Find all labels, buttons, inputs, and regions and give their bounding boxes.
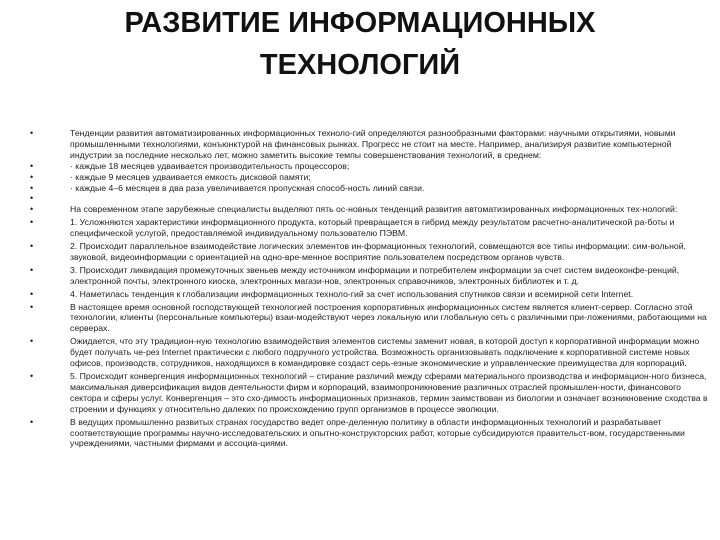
list-item [30,371,710,415]
bullet-icon: • [30,288,34,299]
list-item-empty [30,193,710,204]
bullet-icon: • [30,128,34,138]
bullet-icon: • [30,264,34,275]
list-item-text: 4. Наметилась тенденция к глобализации информационных техноло-гий за счет использования спутников связи и всемирной сети Internet. [70,288,634,299]
bullet-icon: • [30,416,34,427]
bullet-icon: • [30,182,34,193]
list-item-text: 5. Происходит конвергенция информационных технологий – стирание различий между сферами материального производства и информацион-ного бизнеса, максимальная диверсификация видов деятельности фирм и корпораций, взаимопроникновение различных отраслей промышлен-ности, финансового сектора и сферы услуг. Конвергенция – это схо-димость информационных признаков, термин заимствован из биологии и означает возникновение сходства в строении и функциях у относительно далеких по происхождению групп организмов в процессе эволюции. [70,371,708,414]
list-item-text: 1. Усложняются характеристики информационного продукта, который превращается в гибрид между результатом расчетно-аналитической ра-боты и специфической услугой, предоставляемой индивидуальному пользователю ПЭВМ. [70,217,675,239]
bullet-icon: • [30,371,34,382]
slide-title [40,2,680,86]
bullet-icon: • [30,301,34,312]
list-item-text: · каждые 9 месяцев удваивается емкость дисковой памяти; [70,171,311,182]
list-item-text: · каждые 18 месяцев удваивается производительность процессоров; [70,160,350,171]
bullet-icon: • [30,160,34,171]
bullet-icon: • [30,217,34,228]
list-item [30,302,710,335]
slide-title-line-2: ТЕХНОЛОГИЙ [259,49,461,81]
list-item [30,336,710,369]
list-item [30,217,710,239]
list-item-text: · каждые 4–6 месяцев в два раза увеличивается пропускная способ-ность линий связи. [70,182,425,193]
list-item [30,241,710,263]
list-item [30,183,710,194]
list-item [30,128,710,161]
list-item-text: В настоящее время основной господствующей технологией построения корпоративных информационных систем является клиент-сервер. Согласно этой технологии, клиенты (персональные компьютеры) взаи-модействуют через локальную или глобальную сеть с различными при-ложениями, работающими на серверах. [70,301,707,334]
list-item [30,161,710,172]
slide-title-line-1: РАЗВИТИЕ ИНФОРМАЦИОННЫХ [124,7,596,39]
list-item [30,172,710,183]
bullet-icon: • [30,204,34,215]
list-item-text: Ожидается, что эту традицион-ную технологию взаимодействия элементов системы заменит новая, в которой доступ к корпоративной информации можно будет получать че-рез Internet практически с любого подручного устройства. Возможность организовывать подключение к корпоративной системе новых офисов, производств, сотрудников, находящихся в командировке создаст серь-езные экономические и управленческие преимущества для корпораций. [70,336,700,369]
list-item-text: В ведущих промышленно развитых странах государство ведет опре-деленную политику в области информационных технологий и разрабатывает соответствующие программы научно-исследовательских и опытно-конструкторских работ, которые субсидируются правительст-вом, государственными учреждениями, частными фирмами и ассоциа-циями. [70,416,685,449]
bullet-icon: • [30,193,34,204]
list-item-text: Тенденции развития автоматизированных информационных техноло-гий определяются разнообразными факторами: научными открытиями, новыми промышленными технологиями, конъюнктурой на финансовых рынках. Прогресс не стоит на месте. Например, анализируя развитие компьютерной индустрии за последние несколько лет, можно заметить высокие темпы совершенствования технологий, в среднем: [70,128,676,160]
list-item [30,204,710,215]
list-item-text: 3. Происходит ликвидация промежуточных звеньев между источником информации и потребителем информации за счет систем видеоконфе-ренций, электронной почты, электронного киоска, электронных магази-нов, электронных справочников, электронных библиотек и т. д. [70,264,680,286]
list-item-text: 2. Происходит параллельное взаимодействие логических элементов ин-формационных технологий, совмещаются все типы информации: сим-вольной, звуковой, видеоинформации с ориентацией на одно-вре-менное восприятие пользователем посредством органов чувств. [70,241,686,262]
bullet-icon: • [30,171,34,182]
list-item [30,289,710,300]
bullet-icon: • [30,241,34,252]
list-item [30,417,710,450]
list-item [30,265,710,287]
bullet-icon: • [30,336,34,347]
bullet-list [30,128,710,449]
list-item-text: На современном этапе зарубежные специалисты выделяют пять ос-новных тенденций развития автоматизированных информационных тех-нологий: [70,204,678,215]
